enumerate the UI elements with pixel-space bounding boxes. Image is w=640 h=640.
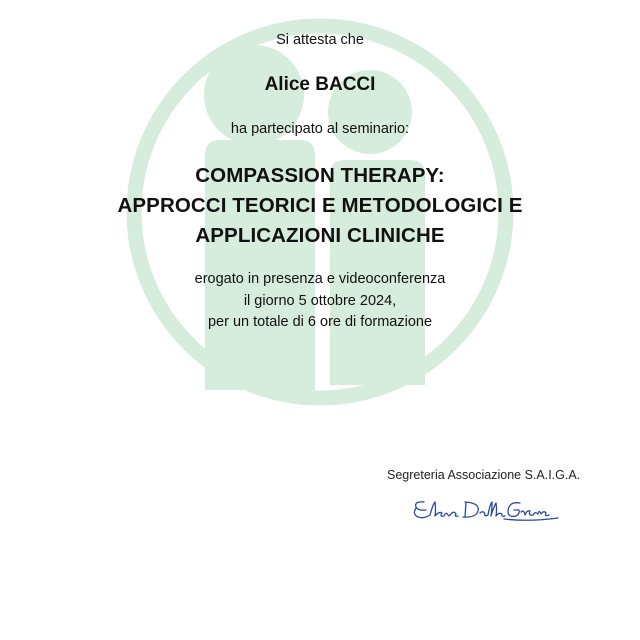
intro-text: Si attesta che [276, 32, 364, 48]
handwritten-signature [408, 494, 568, 528]
details-line-2: il giorno 5 ottobre 2024, [243, 293, 397, 309]
recipient-name: Alice BACCI [264, 74, 376, 95]
details-line-1: erogato in presenza e videoconferenza [194, 271, 446, 287]
issuer-label: Segreteria Associazione S.A.I.G.A. [387, 468, 581, 482]
seminar-title-line-3: APPLICAZIONI CLINICHE [195, 224, 445, 247]
participation-text: ha partecipato al seminario: [230, 121, 410, 137]
seminar-title-line-2: APPROCCI TEORICI E METODOLOGICI E [117, 194, 523, 217]
seminar-title-line-1: COMPASSION THERAPY: [195, 164, 445, 187]
details-line-3: per un totale di 6 ore di formazione [207, 314, 433, 330]
